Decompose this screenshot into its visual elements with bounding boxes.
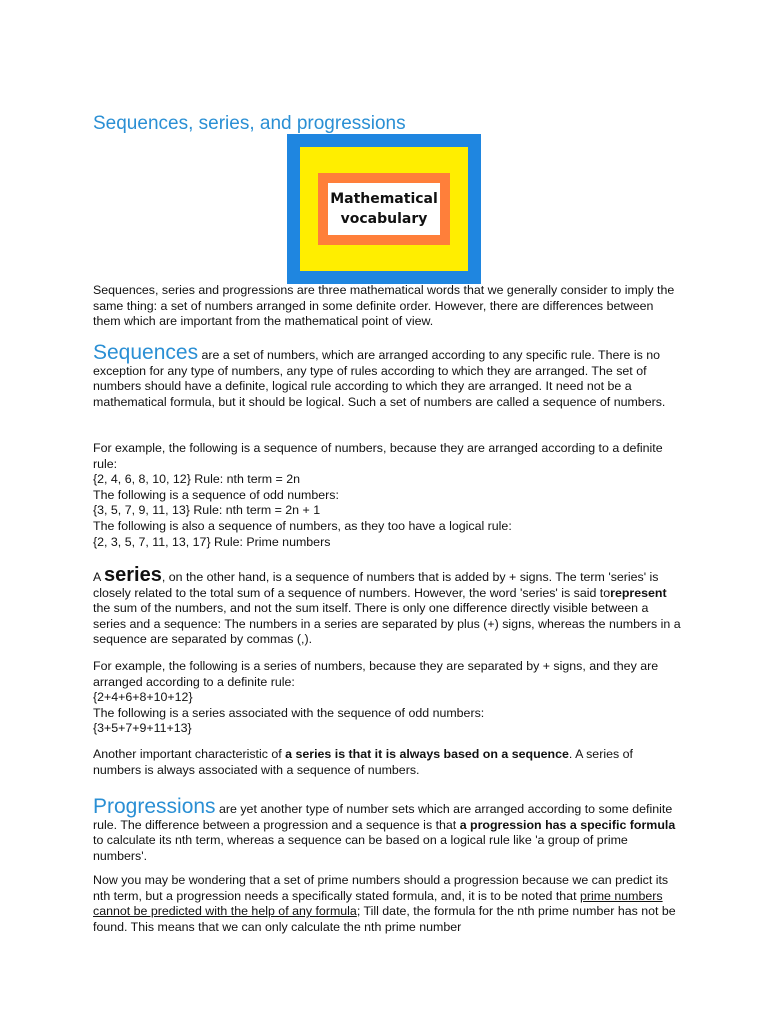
progressions-block (93, 795, 683, 864)
series-text-1: , on the other hand, is a sequence of numbers that is added by + signs. The term 'series' is closely related to the total sum of a sequence of numbers. However, the word 'series' is said to (93, 570, 659, 600)
progressions-text-1: are yet another type of number sets which are arranged according to some definite rule. The difference between a progression and a sequence is that (93, 802, 673, 832)
series-example-2-intro: The following is a series associated with the sequence of odd numbers: (93, 705, 485, 720)
sequences-block (93, 341, 683, 410)
intro-paragraph: Sequences, series and progressions are three mathematical words that we generally consider to imply the same thing: a set of numbers arranged in some definite order. However, there are differences between them which are important from the mathematical point of view. (93, 283, 675, 329)
sequences-example-2-intro: The following is a sequence of odd numbers: (93, 487, 339, 502)
sequences-example-1: {2, 4, 6, 8, 10, 12} Rule: nth term = 2n (93, 472, 300, 487)
series-char-post: . A series of numbers is always associated with a sequence of numbers. (93, 747, 633, 777)
series-example-intro: For example, the following is a series of numbers, because they are separated by + signs, and they are arranged according to a definite rule: (93, 659, 659, 689)
progressions-text-2: to calculate its nth term, whereas a sequence can be based on a logical rule like 'a group of prime numbers'. (93, 833, 628, 863)
progressions-heading: Progressions (93, 795, 216, 818)
series-example-1: {2+4+6+8+10+12} (93, 690, 193, 705)
sequences-example-2: {3, 5, 7, 9, 11, 13} Rule: nth term = 2n + 1 (93, 503, 321, 518)
sequences-example-3-intro: The following is also a sequence of numbers, as they too have a logical rule: (93, 518, 512, 533)
figure-orange-frame (318, 173, 450, 245)
progressions-paragraph (93, 795, 683, 864)
series-heading: series (104, 564, 162, 586)
progressions-p2-underlined: prime numbers cannot be predicted with the help of any formula (93, 888, 663, 919)
progressions-p2-pre: Now you may be wondering that a set of prime numbers should a progression because we can predict its nth term, but a progression needs a specifically stated formula, and, it is to be noted that (93, 873, 669, 903)
series-examples (93, 659, 683, 737)
sequences-example-3: {2, 3, 5, 7, 11, 13, 17} Rule: Prime numbers (93, 534, 331, 549)
series-char-bold: a series is that it is always based on a sequence (285, 747, 569, 761)
series-bold-represent: represent (610, 585, 667, 600)
series-characteristic-block (93, 747, 683, 778)
progressions-p2-post: ; Till date, the formula for the nth prime number has not be found. This means that we can only calculate the nth prime number (93, 904, 676, 934)
sequences-text: are a set of numbers, which are arranged according to any specific rule. There is no exception for any type of numbers, any type of rules according to which they are arranged. The set of numbers should have a definite, logical rule according to which they are arranged. It need not be a mathematical formula, but it should be logical. Such a set of numbers are called a sequence of numbers. (93, 348, 666, 409)
sequences-examples (93, 441, 683, 550)
sequences-paragraph (93, 341, 683, 410)
series-block (93, 564, 683, 648)
intro-block (93, 283, 683, 330)
figure-yellow-frame (300, 147, 468, 271)
series-char-pre: Another important characteristic of (93, 747, 286, 761)
figure-label-line1: Mathematical (330, 191, 438, 207)
page-title: Sequences, series, and progressions (93, 113, 406, 134)
series-characteristic (93, 747, 683, 778)
vocabulary-figure (287, 134, 481, 284)
series-text-2: the sum of the numbers, and not the sum itself. There is only one difference directly visible between a series and a sequence: The numbers in a series are separated by plus (+) signs, whereas the numbers in a sequence are separated by commas (,). (93, 601, 681, 647)
series-example-2: {3+5+7+9+11+13} (93, 721, 192, 736)
progressions-bold: a progression has a specific formula (459, 817, 676, 832)
series-pre: A (93, 570, 105, 584)
sequences-heading: Sequences (93, 341, 199, 364)
progressions-block-2 (93, 873, 683, 935)
series-paragraph (93, 564, 683, 648)
figure-label-line2: vocabulary (340, 211, 428, 227)
figure-label-box (328, 183, 440, 235)
sequences-example-intro: For example, the following is a sequence of numbers, because they are arranged according to a definite rule: (93, 441, 663, 471)
progressions-paragraph-2 (93, 873, 683, 935)
